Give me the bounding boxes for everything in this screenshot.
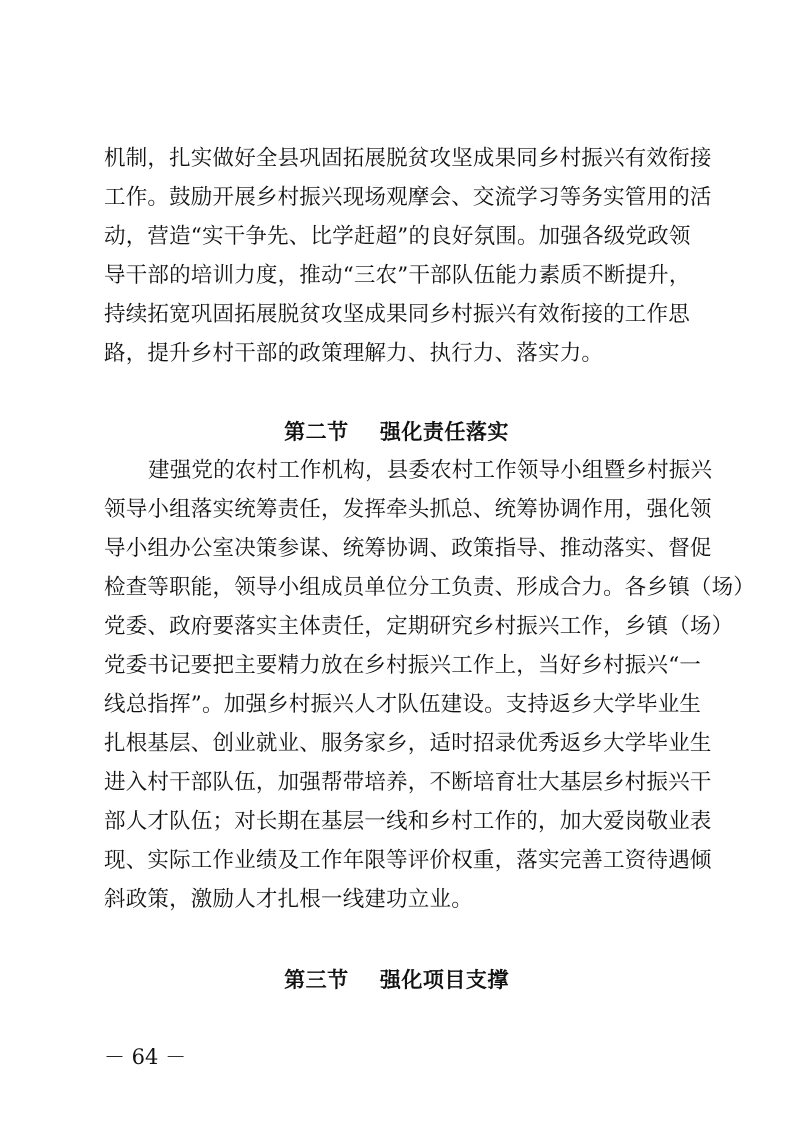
body-text-line: 动，营造“实干争先、比学赶超”的良好氛围。加强各级党政领 (104, 224, 691, 249)
body-text-line: 部人才队伍；对长期在基层一线和乡村工作的，加大爱岗敬业表 (104, 809, 712, 834)
body-text-line: 线总指挥”。加强乡村振兴人才队伍建设。支持返乡大学毕业生 (104, 692, 702, 717)
body-text-line: 斜政策，激励人才扎根一线建功立业。 (104, 887, 473, 912)
body-text-line: 建强党的农村工作机构，县委农村工作领导小组暨乡村振兴 (148, 458, 713, 483)
body-text-line: 路，提升乡村干部的政策理解力、执行力、落实力。 (104, 341, 604, 366)
page-number: － 64 － (104, 1045, 187, 1069)
body-text-line: 持续拓宽巩固拓展脱贫攻坚成果同乡村振兴有效衔接的工作思 (104, 302, 690, 327)
section-heading: 第二节 强化责任落实 (284, 419, 509, 444)
body-text-line: 导干部的培训力度，推动“三农”干部队伍能力素质不断提升， (104, 263, 691, 288)
body-text-line: 进入村干部队伍，加强帮带培养，不断培育壮大基层乡村振兴干 (104, 770, 712, 795)
body-text-line: 党委书记要把主要精力放在乡村振兴工作上，当好乡村振兴“一 (104, 653, 702, 678)
body-text-line: 现、实际工作业绩及工作年限等评价权重，落实完善工资待遇倾 (104, 848, 712, 873)
body-text-line: 导小组办公室决策参谋、统筹协调、政策指导、推动落实、督促 (104, 536, 712, 561)
body-text-line: 党委、政府要落实主体责任，定期研究乡村振兴工作，乡镇（场） (104, 614, 734, 639)
body-text-line: 领导小组落实统筹责任，发挥牵头抓总、统筹协调作用，强化领 (104, 497, 712, 522)
body-text-line: 工作。鼓励开展乡村振兴现场观摩会、交流学习等务实管用的活 (104, 185, 712, 210)
body-text-line: 机制，扎实做好全县巩固拓展脱贫攻坚成果同乡村振兴有效衔接 (104, 146, 712, 171)
section-heading: 第三节 强化项目支撑 (284, 967, 509, 992)
body-text-line: 扎根基层、创业就业、服务家乡，适时招录优秀返乡大学毕业生 (104, 731, 712, 756)
body-text-line: 检查等职能，领导小组成员单位分工负责、形成合力。各乡镇（场） (104, 575, 756, 600)
